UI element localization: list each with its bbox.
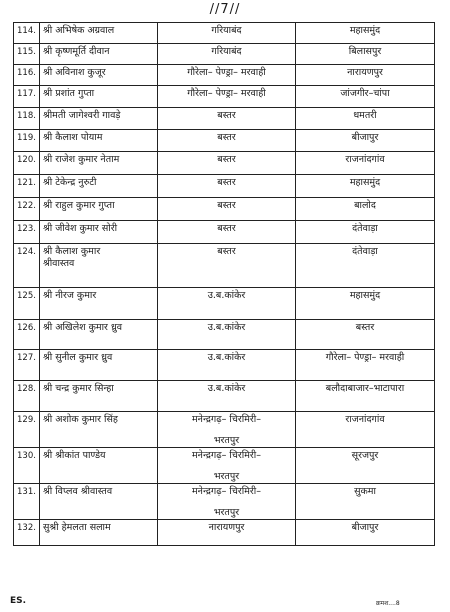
officer-name: श्री कृष्णमूर्ति दीवान: [43, 46, 110, 57]
from-district: बस्तर: [217, 200, 236, 211]
officer-name-cell: [40, 152, 158, 175]
table-row: [14, 44, 435, 65]
from-district: उ.ब.कांकेर: [207, 352, 246, 363]
officer-name: श्री कैलाश पोयाम: [43, 132, 103, 143]
from-district-cell: [158, 152, 296, 175]
table-row: [14, 175, 435, 198]
officer-name: श्री कैलाश कुमार: [43, 246, 101, 257]
officer-name: श्री राहुल कुमार गुप्ता: [43, 200, 115, 211]
officer-name-cell: [40, 520, 158, 546]
to-district-cell: बीजापुर: [296, 130, 435, 152]
from-district: उ.ब.कांकेर: [207, 383, 246, 394]
officer-name-cell: [40, 65, 158, 86]
table-row: [14, 221, 435, 244]
serial-number-cell: 125.: [14, 288, 40, 320]
to-district-cell: सूरजपुर: [296, 448, 435, 484]
to-district-cell: गौरेला– पेण्ड्रा– मरवाही: [296, 350, 435, 381]
officer-name: श्री जीवेश कुमार सोरी: [43, 223, 118, 234]
serial-number-cell: 130.: [14, 448, 40, 484]
officer-name-cell: [40, 288, 158, 320]
officer-name: श्री अभिषेक अग्रवाल: [43, 25, 115, 36]
from-district: बस्तर: [217, 132, 236, 143]
officer-name: श्री विप्लव श्रीवास्तव: [43, 486, 113, 497]
table-row: [14, 484, 435, 520]
from-district-cell: [158, 484, 296, 520]
to-district-cell: राजनांदगांव: [296, 412, 435, 448]
officer-name-cell: [40, 175, 158, 198]
from-district-cell: [158, 221, 296, 244]
officer-name-cell: [40, 448, 158, 484]
from-district: गौरेला– पेण्ड्रा– मरवाही: [187, 67, 266, 78]
table-row: [14, 448, 435, 484]
officer-name: श्री नीरज कुमार: [43, 290, 97, 301]
footer-continued: क्रमश....8: [376, 600, 400, 607]
serial-number-cell: 132.: [14, 520, 40, 546]
from-district: बस्तर: [217, 246, 236, 257]
from-district-cell: [158, 520, 296, 546]
to-district-cell: सुकमा: [296, 484, 435, 520]
from-district: बस्तर: [217, 154, 236, 165]
to-district-cell: महासमुंद: [296, 288, 435, 320]
officer-name-cell: [40, 412, 158, 448]
to-district-cell: जांजगीर–चांपा: [296, 86, 435, 108]
from-district-cell: [158, 130, 296, 152]
table-row: [14, 23, 435, 44]
to-district-cell: महासमुंद: [296, 23, 435, 44]
from-district-cell: [158, 288, 296, 320]
from-district: गौरेला– पेण्ड्रा– मरवाही: [187, 88, 266, 99]
from-district-cell: [158, 175, 296, 198]
officer-name: श्री अशोक कुमार सिंह: [43, 414, 118, 425]
from-district-cell: [158, 412, 296, 448]
officer-name-cell: [40, 130, 158, 152]
serial-number-cell: 129.: [14, 412, 40, 448]
from-district: उ.ब.कांकेर: [207, 322, 246, 333]
officer-name-cell: [40, 23, 158, 44]
officer-name: श्री चन्द्र कुमार सिन्हा: [43, 383, 114, 394]
to-district-cell: राजनांदगांव: [296, 152, 435, 175]
to-district-cell: नारायणपुर: [296, 65, 435, 86]
officer-name-cell: [40, 350, 158, 381]
to-district-cell: दंतेवाड़ा: [296, 221, 435, 244]
table-row: [14, 65, 435, 86]
transfer-table: [13, 22, 435, 546]
from-district-cell: [158, 198, 296, 221]
officer-name: श्री अविनाश कुजूर: [43, 67, 106, 78]
from-district: बस्तर: [217, 110, 236, 121]
serial-number-cell: 119.: [14, 130, 40, 152]
from-district: उ.ब.कांकेर: [207, 290, 246, 301]
from-district-line2: भरतपुर: [213, 435, 240, 446]
serial-number-cell: 126.: [14, 320, 40, 350]
officer-name-line2: श्रीवास्तव: [43, 258, 75, 269]
serial-number-cell: 127.: [14, 350, 40, 381]
serial-number-cell: 122.: [14, 198, 40, 221]
to-district-cell: बीजापुर: [296, 520, 435, 546]
serial-number-cell: 118.: [14, 108, 40, 130]
officer-name: श्री अखिलेश कुमार ध्रुव: [43, 322, 123, 333]
table-row: [14, 381, 435, 412]
page-number: //7//: [209, 2, 241, 17]
officer-name-cell: [40, 381, 158, 412]
from-district: नारायणपुर: [208, 522, 245, 533]
from-district-cell: [158, 65, 296, 86]
from-district-cell: [158, 44, 296, 65]
serial-number-cell: 121.: [14, 175, 40, 198]
from-district: गरियाबंद: [211, 46, 242, 57]
table-row: [14, 244, 435, 288]
to-district-cell: बिलासपुर: [296, 44, 435, 65]
to-district-cell: दंतेवाड़ा: [296, 244, 435, 288]
table-row: [14, 152, 435, 175]
to-district-cell: धमतरी: [296, 108, 435, 130]
serial-number-cell: 123.: [14, 221, 40, 244]
officer-name-cell: [40, 320, 158, 350]
from-district: गरियाबंद: [211, 25, 242, 36]
to-district-cell: महासमुंद: [296, 175, 435, 198]
from-district: बस्तर: [217, 177, 236, 188]
from-district-cell: [158, 108, 296, 130]
from-district: बस्तर: [217, 223, 236, 234]
from-district: मनेन्द्रगढ़– चिरमिरी–: [191, 450, 262, 461]
serial-number-cell: 120.: [14, 152, 40, 175]
from-district-cell: [158, 448, 296, 484]
officer-name-cell: [40, 44, 158, 65]
serial-number-cell: 128.: [14, 381, 40, 412]
serial-number-cell: 116.: [14, 65, 40, 86]
from-district: मनेन्द्रगढ़– चिरमिरी–: [191, 486, 262, 497]
officer-name: श्री प्रशांत गुप्ता: [43, 88, 95, 99]
officer-name: श्री राजेश कुमार नेताम: [43, 154, 120, 165]
from-district-line2: भरतपुर: [213, 507, 240, 518]
from-district-cell: [158, 320, 296, 350]
serial-number-cell: 131.: [14, 484, 40, 520]
serial-number-cell: 124.: [14, 244, 40, 288]
serial-number-cell: 115.: [14, 44, 40, 65]
to-district-cell: बलौदाबाजार–भाटापारा: [296, 381, 435, 412]
officer-name-cell: [40, 86, 158, 108]
from-district-cell: [158, 23, 296, 44]
officer-name: सुश्री हेमलता सलाम: [43, 522, 111, 533]
from-district-line2: भरतपुर: [213, 471, 240, 482]
table-row: [14, 198, 435, 221]
table-row: [14, 320, 435, 350]
officer-name-cell: [40, 244, 158, 288]
serial-number-cell: 117.: [14, 86, 40, 108]
officer-name-cell: [40, 198, 158, 221]
officer-name-cell: [40, 108, 158, 130]
table-row: [14, 130, 435, 152]
serial-number-cell: 114.: [14, 23, 40, 44]
from-district-cell: [158, 86, 296, 108]
table-row: [14, 412, 435, 448]
from-district-cell: [158, 350, 296, 381]
table-row: [14, 520, 435, 546]
from-district-cell: [158, 381, 296, 412]
officer-name: श्री सुनील कुमार ध्रुव: [43, 352, 113, 363]
officer-name-cell: [40, 484, 158, 520]
from-district-cell: [158, 244, 296, 288]
footer-initials: ES.: [10, 596, 27, 606]
table-row: [14, 108, 435, 130]
table-row: [14, 86, 435, 108]
to-district-cell: बस्तर: [296, 320, 435, 350]
officer-name: श्री श्रीकांत पाण्डेय: [43, 450, 106, 461]
officer-name: श्री टेकेन्द्र नुरुटी: [43, 177, 97, 188]
table-row: [14, 288, 435, 320]
to-district-cell: बालोद: [296, 198, 435, 221]
table-row: [14, 350, 435, 381]
from-district: मनेन्द्रगढ़– चिरमिरी–: [191, 414, 262, 425]
officer-name: श्रीमती जागेश्वरी गावड़े: [43, 110, 121, 121]
officer-name-cell: [40, 221, 158, 244]
